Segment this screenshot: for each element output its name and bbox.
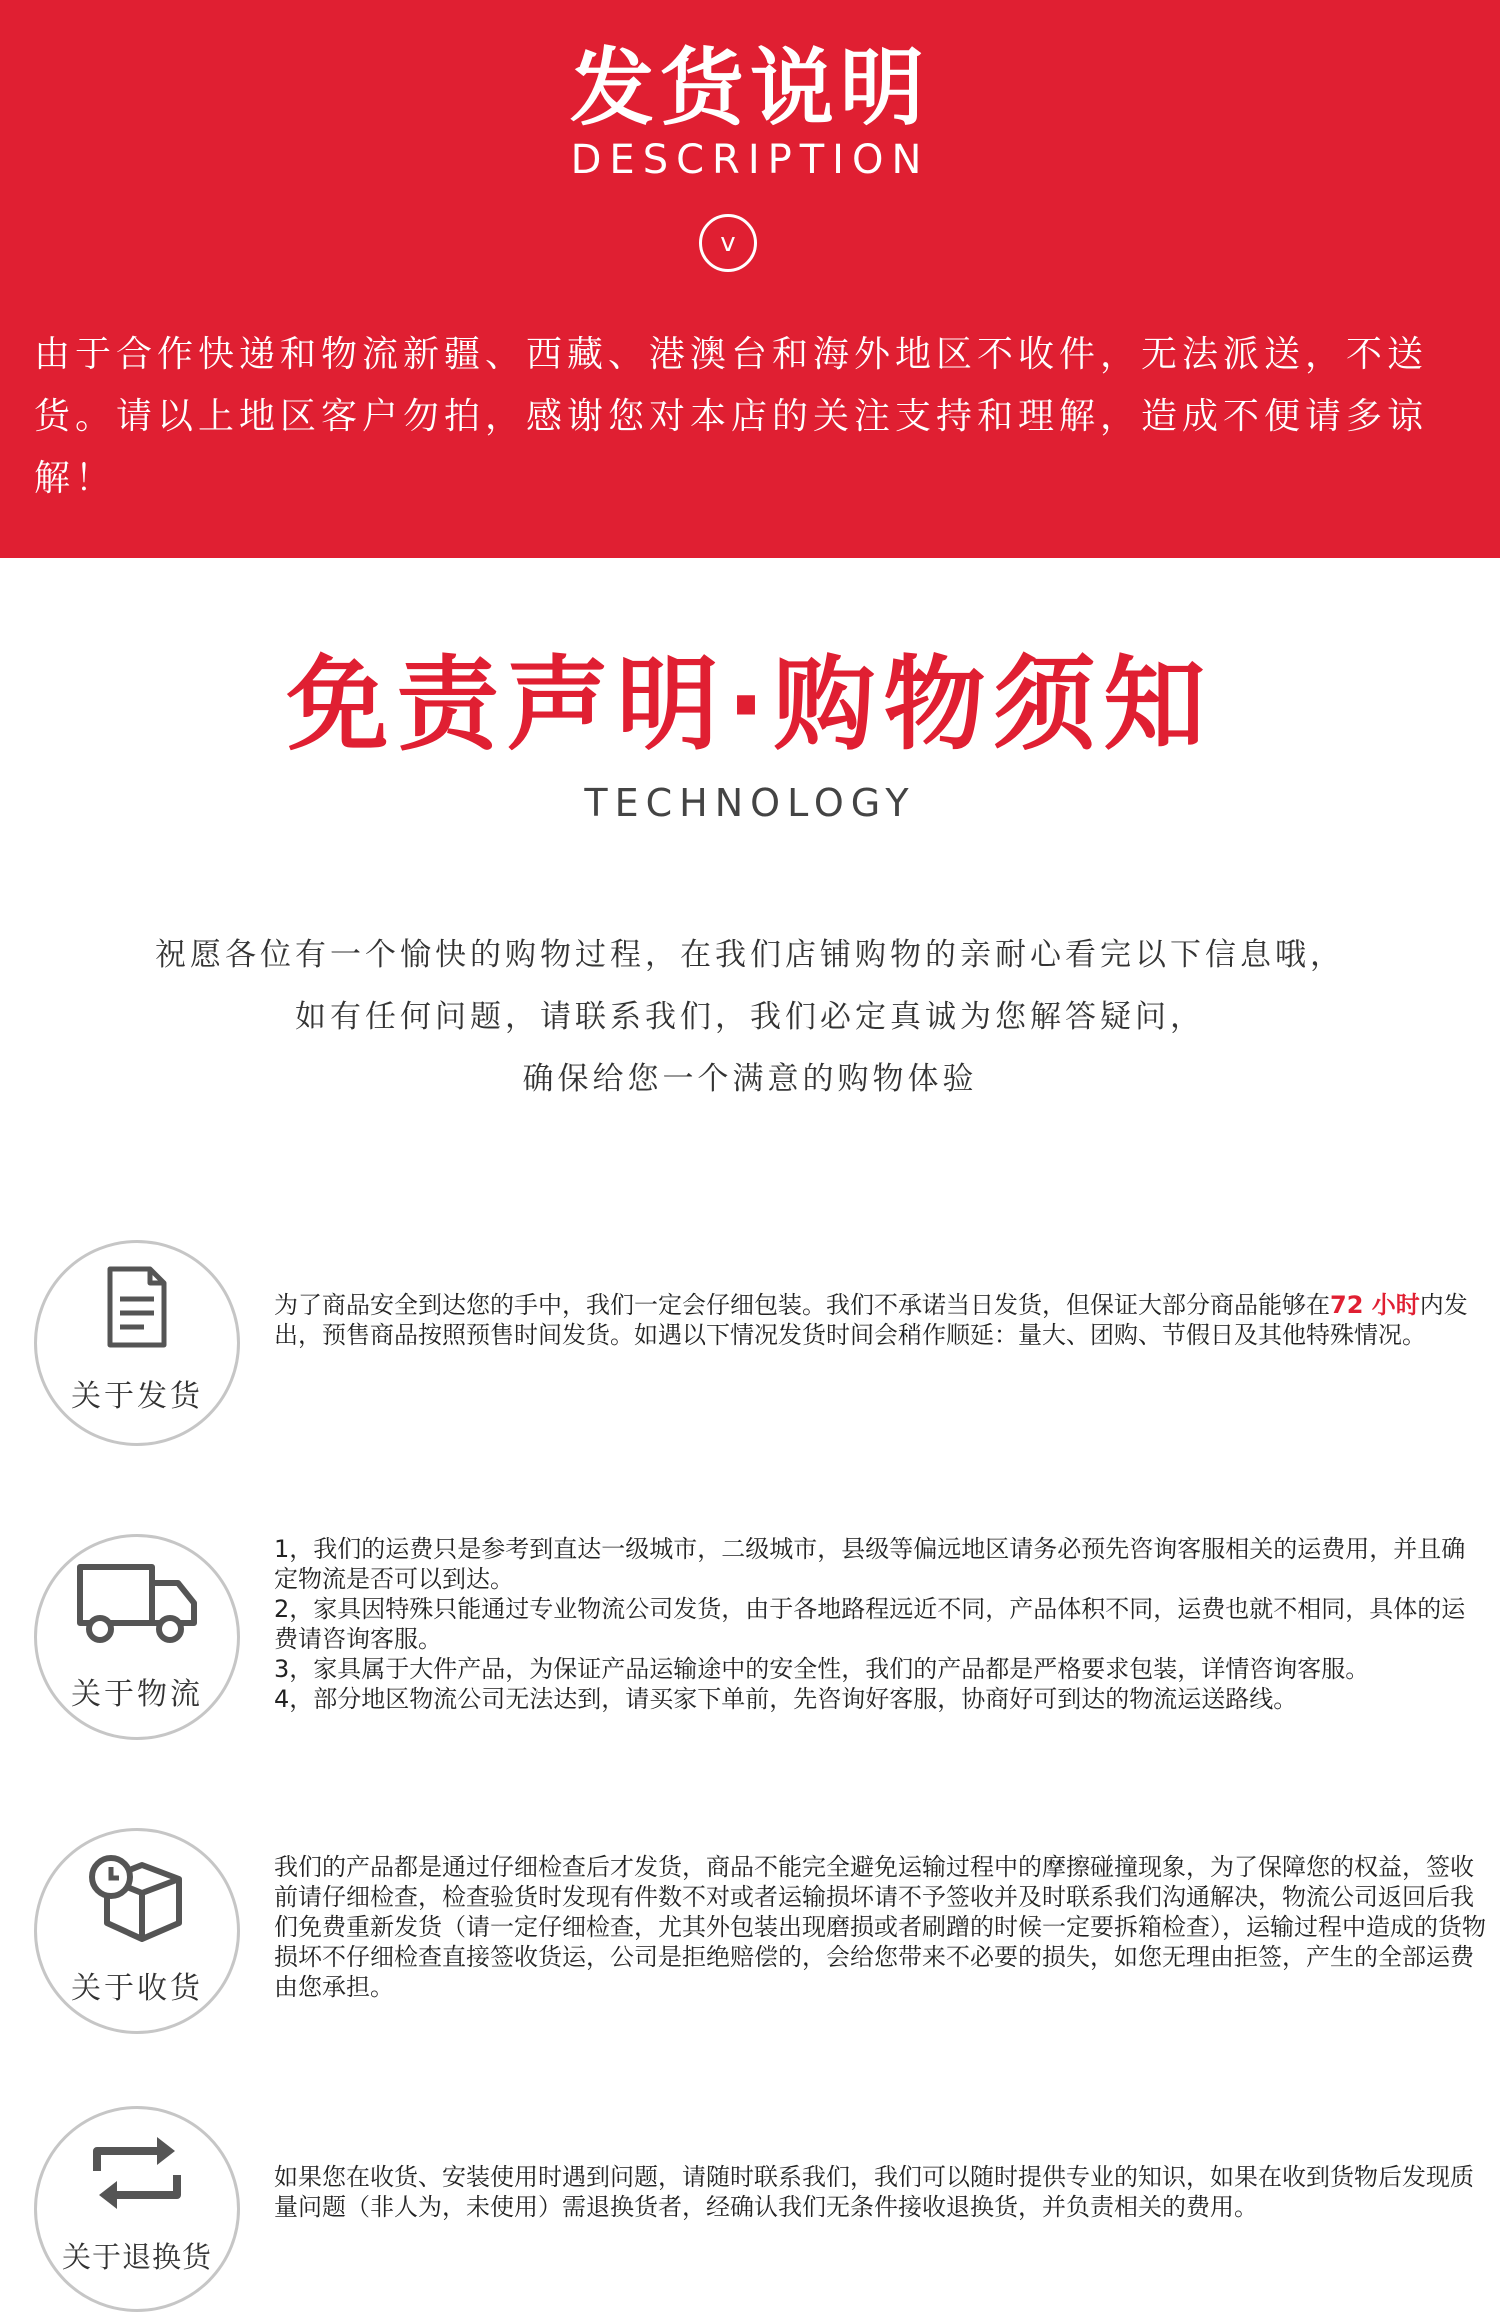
exchange-arrows-icon bbox=[87, 2131, 187, 2215]
intro-line: 确保给您一个满意的购物体验 bbox=[522, 1061, 978, 1097]
shipping-subtitle: DESCRIPTION bbox=[570, 137, 930, 183]
truck-icon bbox=[74, 1559, 200, 1649]
section-delivery bbox=[34, 1240, 1474, 1446]
intro-line: 祝愿各位有一个愉快的购物过程，在我们店铺购物的亲耐心看完以下信息哦， bbox=[155, 937, 1345, 973]
disclaimer-subtitle: TECHNOLOGY bbox=[584, 781, 916, 825]
disclaimer-title: 免责声明·购物须知 bbox=[286, 646, 1214, 765]
logistics-item: 1，我们的运费只是参考到直达一级城市，二级城市，县级等偏远地区请务必预先咨询客服相关的运费用，并且确定物流是否可以到达。 bbox=[274, 1535, 1466, 1593]
shipping-banner bbox=[0, 0, 1500, 558]
section-receipt bbox=[34, 1828, 1486, 2034]
delivery-text bbox=[274, 1290, 1489, 1350]
document-icon bbox=[104, 1265, 170, 1351]
section-returns bbox=[34, 2106, 1474, 2312]
delivery-label: 关于发货 bbox=[71, 1379, 203, 1414]
delivery-text-before: 为了商品安全到达您的手中，我们一定会仔细包装。我们不承诺当日发货，但保证大部分商品能够在 bbox=[274, 1291, 1330, 1319]
delivery-badge bbox=[34, 1240, 240, 1446]
receipt-label: 关于收货 bbox=[71, 1971, 203, 2006]
logistics-text bbox=[274, 1534, 1489, 1714]
shipping-notice: 由于合作快递和物流新疆、西藏、港澳台和海外地区不收件，无法派送，不送货。请以上地区客户勿拍，感谢您对本店的关注支持和理解，造成不便请多谅解！ bbox=[34, 334, 1429, 499]
intro-line: 如有任何问题，请联系我们，我们必定真诚为您解答疑问， bbox=[295, 999, 1205, 1035]
logistics-item: 4，部分地区物流公司无法达到，请买家下单前，先咨询好客服，协商好可到达的物流运送路线。 bbox=[274, 1685, 1298, 1713]
logistics-badge bbox=[34, 1534, 240, 1740]
package-clock-icon bbox=[87, 1853, 187, 1945]
returns-text: 如果您在收货、安装使用时遇到问题，请随时联系我们，我们可以随时提供专业的知识，如果在收到货物后发现质量问题（非人为，未使用）需退换货者，经确认我们无条件接收退换货，并负责相关的费用。 bbox=[274, 2163, 1474, 2221]
receipt-text: 我们的产品都是通过仔细检查后才发货，商品不能完全避免运输过程中的摩擦碰撞现象，为了保障您的权益，签收前请仔细检查，检查验货时发现有件数不对或者运输损坏请不予签收并及时联系我们沟通解决，物流公司返回后我们免费重新发货（请一定仔细检查，尤其外包装出现磨损或者刷蹭的时候一定要拆箱检查），运输过程中造成的货物损坏不仔细检查直接签收货运，公司是拒绝赔偿的，会给您带来不必要的损失，如您无理由拒签，产生的全部运费由您承担。 bbox=[274, 1853, 1486, 2001]
chevron-down-icon: v bbox=[699, 214, 757, 272]
delivery-text-after: 内发出，预售商品按照预售时间发货。如遇以下情况发货时间会稍作顺延：量大、团购、节假日及其他特殊情况。 bbox=[274, 1291, 1468, 1349]
shipping-title: 发货说明 bbox=[569, 39, 930, 137]
returns-badge bbox=[34, 2106, 240, 2312]
delivery-highlight: 72 小时 bbox=[1330, 1291, 1420, 1319]
receipt-badge bbox=[34, 1828, 240, 2034]
section-logistics bbox=[34, 1534, 1474, 1740]
returns-label: 关于退换货 bbox=[61, 2240, 212, 2274]
logistics-item: 2，家具因特殊只能通过专业物流公司发货，由于各地路程远近不同，产品体积不同，运费也就不相同，具体的运费请咨询客服。 bbox=[274, 1595, 1466, 1653]
logistics-label: 关于物流 bbox=[71, 1677, 203, 1712]
logistics-item: 3，家具属于大件产品，为保证产品运输途中的安全性，我们的产品都是严格要求包装，详情咨询客服。 bbox=[274, 1655, 1370, 1683]
disclaimer-intro bbox=[0, 924, 1500, 1110]
